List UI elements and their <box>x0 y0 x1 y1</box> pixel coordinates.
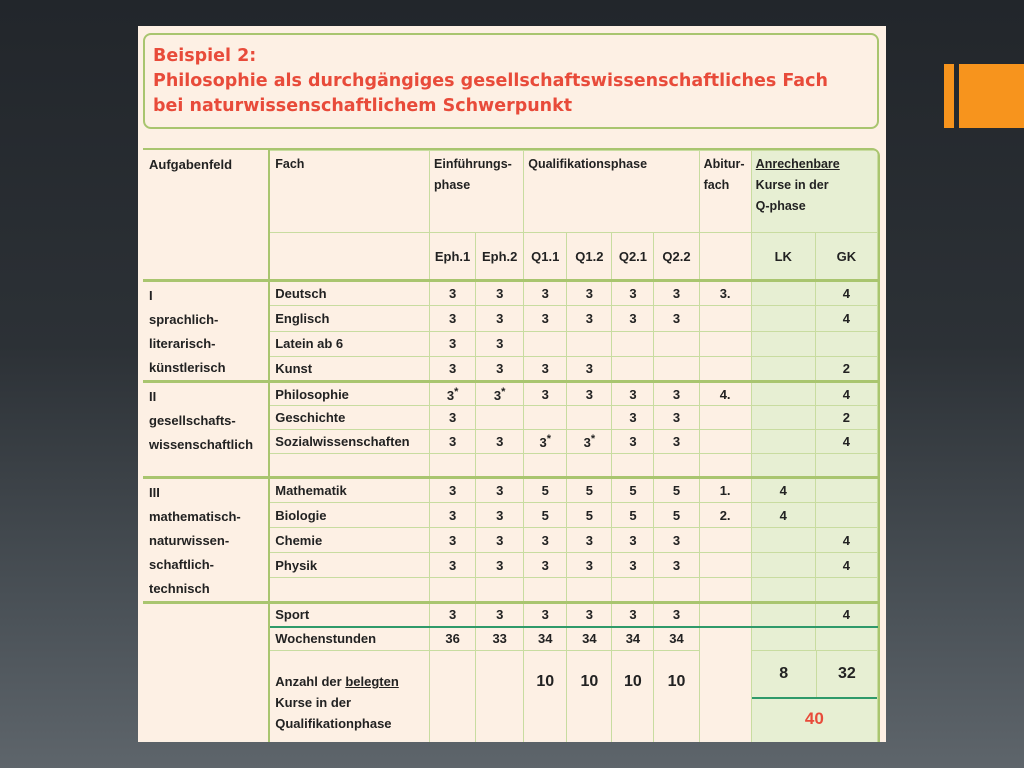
table-row: Kunst 3 3 3 3 2 <box>143 356 878 381</box>
anzahl-q22: 10 <box>654 651 699 743</box>
wochenstunden-row: Wochenstunden 36 33 34 34 34 34 <box>143 627 878 651</box>
header-abiturfach: Abitur- fach <box>699 151 751 233</box>
subheader-gk: GK <box>815 233 877 281</box>
course-table <box>143 148 880 742</box>
anzahl-label: Anzahl der belegten Kurse in der Qualifikationphase <box>269 651 429 743</box>
anzahl-gk: 32 <box>837 665 856 682</box>
table-row: Geschichte 3 3 3 2 <box>143 406 878 430</box>
table-row: I sprachlich- literarisch- künstlerisch Deutsch 3 3 3 3 3 3 3. 4 <box>143 281 878 306</box>
subject-name: Sport <box>269 603 429 627</box>
anrechenbare-summary <box>751 651 877 743</box>
subheader-q21: Q2.1 <box>612 233 654 281</box>
table-row: Sozialwissenschaften 3 3 3* 3* 3 3 4 <box>143 430 878 454</box>
subheader-q12: Q1.2 <box>567 233 612 281</box>
subheader-lk: LK <box>751 233 815 281</box>
subheader-q22: Q2.2 <box>654 233 699 281</box>
table-row: Physik 3 3 3 3 3 3 4 <box>143 553 878 578</box>
accent-bar-thin <box>944 64 954 128</box>
subheader-q11: Q1.1 <box>524 233 567 281</box>
table-row: III mathematisch- naturwissen- schaftlich- technisch Mathematik 3 3 5 5 5 5 1. 4 <box>143 478 878 503</box>
table-row: Sport 3 3 3 3 3 3 4 <box>143 603 878 627</box>
header-qualifikationsphase: Qualifikationsphase <box>524 151 699 233</box>
subject-name: Deutsch <box>269 281 429 306</box>
anzahl-lk: 8 <box>752 651 817 697</box>
subject-name: Latein ab 6 <box>269 331 429 356</box>
title-line-2: Philosophie als durchgängiges gesellschaftswissenschaftliches Fach <box>153 71 828 91</box>
header-fach: Fach <box>269 151 429 233</box>
subject-name: Biologie <box>269 503 429 528</box>
title-line-1: Beispiel 2: <box>153 46 257 66</box>
header-row <box>143 151 878 233</box>
title-line-3: bei naturwissenschaftlichem Schwerpunkt <box>153 96 573 116</box>
aufgabenfeld-II: II gesellschafts- wissenschaftlich <box>143 382 269 478</box>
table-row: Englisch 3 3 3 3 3 3 4 <box>143 306 878 331</box>
anzahl-total: 40 <box>804 709 824 728</box>
accent-bar-thick <box>959 64 1024 128</box>
subject-name: Englisch <box>269 306 429 331</box>
anzahl-q21: 10 <box>612 651 654 743</box>
title-box <box>143 33 879 129</box>
anzahl-q11: 10 <box>524 651 567 743</box>
subject-name: Geschichte <box>269 406 429 430</box>
table-row: Biologie 3 3 5 5 5 5 2. 4 <box>143 503 878 528</box>
header-einfuehrungsphase: Einführungs- phase <box>430 151 524 233</box>
subject-name: Sozialwissenschaften <box>269 430 429 454</box>
wochenstunden-label: Wochenstunden <box>269 627 429 651</box>
table-row: Chemie 3 3 3 3 3 3 4 <box>143 528 878 553</box>
aufgabenfeld-I: I sprachlich- literarisch- künstlerisch <box>143 281 269 382</box>
table-row: Latein ab 6 3 3 <box>143 331 878 356</box>
subject-name: Kunst <box>269 356 429 381</box>
subject-name: Mathematik <box>269 478 429 503</box>
aufgabenfeld-III: III mathematisch- naturwissen- schaftlich- technisch <box>143 478 269 603</box>
header-aufgabenfeld: Aufgabenfeld <box>143 151 269 281</box>
subject-name: Philosophie <box>269 382 429 406</box>
header-anrechenbare: Anrechenbare Kurse in der Q-phase <box>751 151 877 233</box>
table-row: II gesellschafts- wissenschaftlich Philosophie 3* 3* 3 3 3 3 4. 4 <box>143 382 878 406</box>
subheader-eph1: Eph.1 <box>430 233 476 281</box>
subheader-eph2: Eph.2 <box>476 233 524 281</box>
subject-name: Physik <box>269 553 429 578</box>
anzahl-q12: 10 <box>567 651 612 743</box>
subject-name: Chemie <box>269 528 429 553</box>
slide-content <box>138 26 886 742</box>
